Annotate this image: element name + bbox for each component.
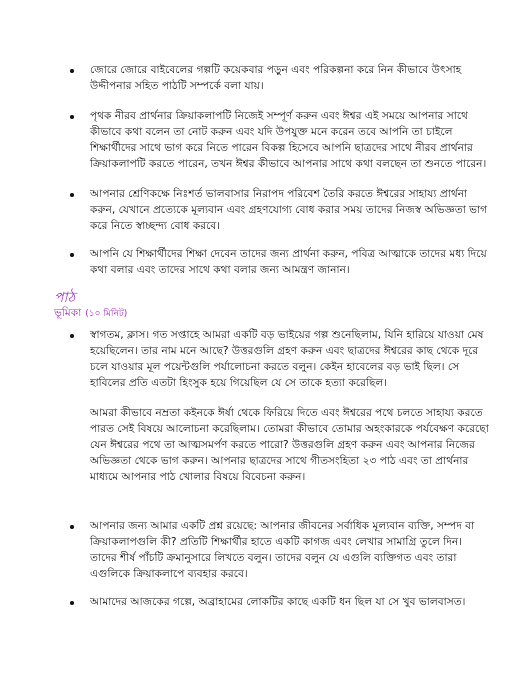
- bullet-icon: [70, 193, 74, 197]
- bullet-icon: [70, 115, 74, 119]
- list-item: [70, 186, 490, 234]
- bullet-text: স্বাগতম, ক্লাস। গত সপ্তাহে আমরা একটি বড় ভাইয়ের গল্প শুনেছিলাম, যিনি হারিয়ে যাওয়া মেষ হয়েছিলেন। তার নাম মনে আছে? উত্তরগুলি গ্রহণ করুন এবং ছাত্রদের ঈশ্বরের কাছ থেকে দূরে চলে যাওয়ার মূল পয়েন্টগুলি পর্যালোচনা করতে বলুন। কেইন হাবেলের বড় ভাই ছিল। সে হাবিলের প্রতি এতটা হিংসুক হয়ে গিয়েছিল যে সে তাকে হত্যা করেছিল।: [90, 329, 484, 389]
- bullet-text: আমাদের আজকের গল্পে, অব্রাহামের লোকটির কাছে একটি ধন ছিল যা সে খুব ভালবাসত।: [90, 596, 466, 608]
- list-item: [70, 518, 490, 582]
- bullet-text: আপনার শ্রেণিকক্ষে নিঃশর্ত ভালবাসার নিরাপদ পরিবেশ তৈরি করতে ঈশ্বরের সাহায্য প্রার্থনা করুন, যেখানে প্রত্যেকে মূল্যবান এবং গ্রহণযোগ্য বোধ করার সময় তাদের নিজস্ব অভিজ্ঞতা ভাগ করে নিতে স্বাচ্ছন্দ্য বোধ করবে।: [90, 188, 488, 232]
- list-item: [70, 594, 490, 610]
- body-paragraph: [90, 405, 490, 485]
- bullet-icon: [70, 69, 74, 73]
- bullet-text: জোরে জোরে বাইবেলের গল্পটি কয়েকবার পড়ুন এবং পরিকল্পনা করে নিন কীভাবে উৎসাহ উদ্দীপনার সহিত পাঠটি সম্পর্কে বলা যায়।: [90, 64, 462, 92]
- paragraph-text: আমরা কীভাবে নম্রতা কইনকে ঈর্ষা থেকে ফিরিয়ে দিতে এবং ঈশ্বরের পথে চলতে সাহায্য করতে পারত সেই বিষয়ে আলোচনা করেছিলাম। তোমরা কীভাবে তোমার অহংকারকে পর্যবেক্ষণ করেছো যেন ঈশ্বরের পথে তা আত্মসমর্পণ করতে পারো? উত্তরগুলি গ্রহণ করুন এবং আপনার নিজের অভিজ্ঞতা থেকে ভাগ করুন। আপনার ছাত্রদের সাথে গীতসংহিতা ২৩ পাঠ এবং তা প্রার্থনার মাধ্যমে আপনার পাঠ খোলার বিষয়ে বিবেচনা করুন।: [90, 407, 489, 483]
- duration-label: (১০ মিনিট): [85, 309, 128, 319]
- bullet-text: আপনার জন্য আমার একটি প্রশ্ন রয়েছে: আপনার জীবনের সর্বাধিক মূল্যবান ব্যক্তি, সম্পদ বা ক্রিয়াকলাপগুলি কী? প্রতিটি শিক্ষার্থীর হাতে একটি কাগজ এবং লেখার সামাগ্রি তুলে দিন। তাদের শীর্ষ পাঁচটি ক্রমানুসারে লিখতে বলুন। তাদের বলুন যে এগুলি ব্যক্তিগত এবং তারা এগুলিকে ক্রিয়াকলাপে ব্যবহার করবে।: [90, 520, 475, 580]
- list-item: [70, 327, 490, 391]
- bullet-text: আপনি যে শিক্ষার্থীদের শিক্ষা দেবেন তাদের জন্য প্রার্থনা করুন, পবিত্র আত্মাকে তাদের মধ্য দিয়ে কথা বলার এবং তাদের সাথে কথা বলার জন্য আমন্ত্রণ জানান।: [90, 248, 487, 276]
- bullet-text: পৃথক নীরব প্রার্থনার ক্রিয়াকলাপটি নিজেই সম্পূর্ণ করুন এবং ঈশ্বর এই সময়ে আপনার সাথে কীভাবে কথা বলেন তা নোট করুন এবং যদি উপযুক্ত মনে করেন তবে আপনি তা চাইলে শিক্ষার্থীদের সাথে ভাগ করে নিতে পারেন বিকল্প হিসেবে আপনি ছাত্রদের সাথে নীরব প্রার্থনার ক্রিয়াকলাপটি করতে পারেন, তখন ঈশ্বর কীভাবে আপনার সাথে কথা বলছেন তা শুনতে পারেন।: [90, 110, 487, 170]
- section-heading: পাঠ: [54, 290, 76, 306]
- list-item: [70, 108, 490, 172]
- bullet-icon: [70, 253, 74, 257]
- list-item: [70, 62, 490, 94]
- list-item: [70, 246, 490, 278]
- bullet-icon: [70, 525, 74, 529]
- subheading-label: ভূমিকা: [54, 307, 82, 319]
- bullet-icon: [70, 334, 74, 338]
- bullet-icon: [70, 601, 74, 605]
- section-subheading: [54, 306, 127, 321]
